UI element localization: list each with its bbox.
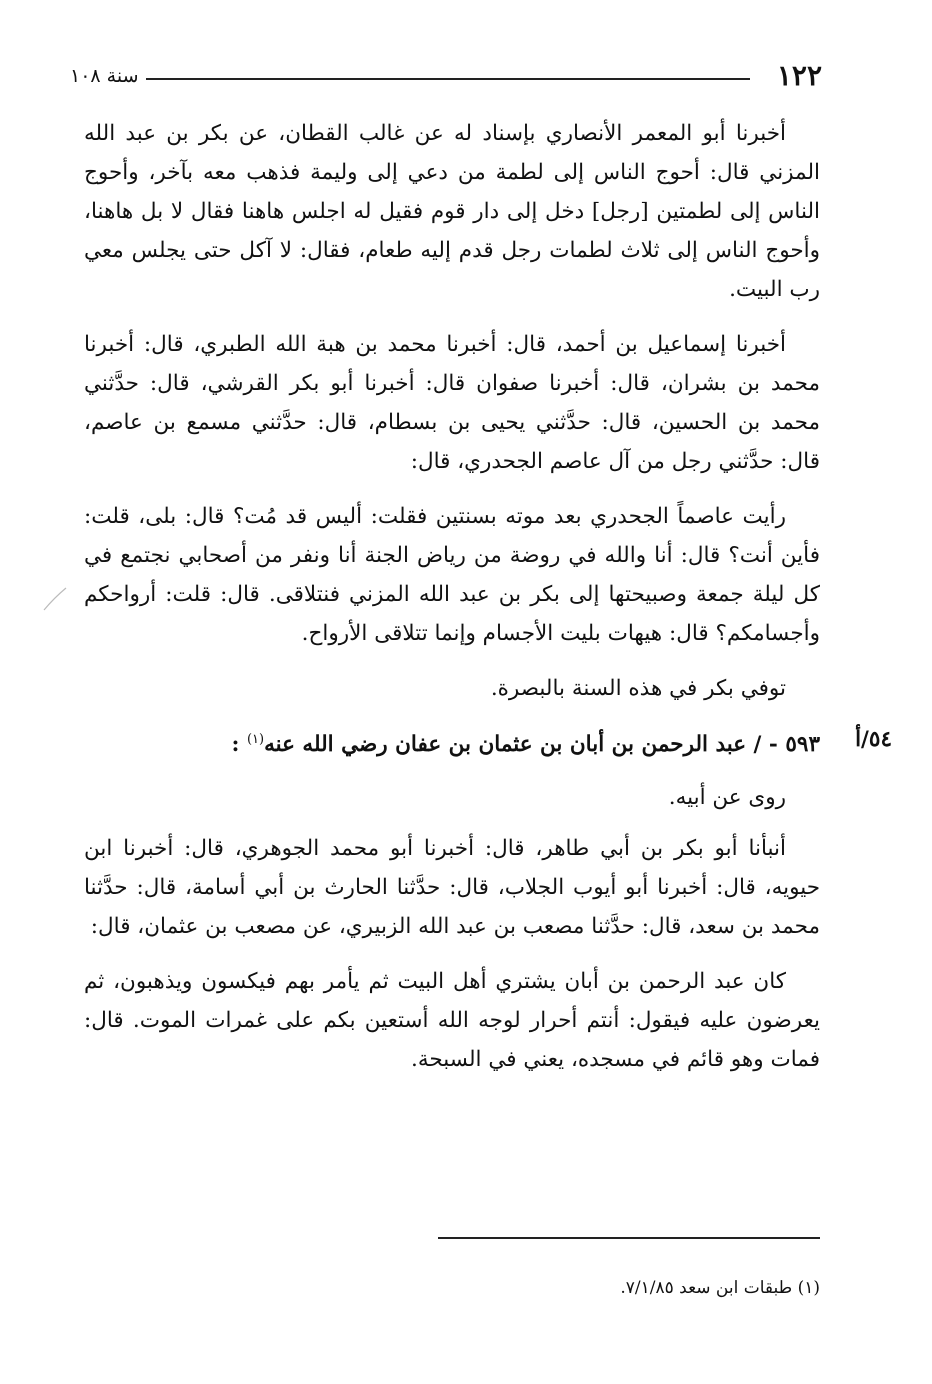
entry-title: / عبد الرحمن بن أبان بن عثمان بن عفان رضي الله عنه xyxy=(264,732,762,758)
paragraph: كان عبد الرحمن بن أبان يشتري أهل البيت ثم يأمر بهم فيكسون ويذهبون، ثم يعرضون عليه فيقول: أنتم أحرار لوجه الله أستعين بكم على غمرات الموت. قال: فمات وهو قائم في مسجده، يعني في السبحة. xyxy=(84,969,820,1073)
paragraph: توفي بكر في هذه السنة بالبصرة. xyxy=(490,676,786,701)
footnote: (١) طبقات ابن سعد ٧/١/٨٥. xyxy=(620,1278,820,1298)
folio-marker: ٥٤/أ xyxy=(855,727,892,752)
entry-suffix: : xyxy=(231,732,240,758)
paragraph: روى عن أبيه. xyxy=(668,785,786,811)
entry-number: ٥٩٣ - xyxy=(768,732,820,758)
paragraph: رأيت عاصماً الجحدري بعد موته بسنتين فقلت: أليس قد مُت؟ قال: بلى، قلت: فأين أنت؟ قال: أنا والله في روضة من رياض الجنة أنا ونفر من أصحابي نجتمع في كل ليلة جمعة وصبيحتها إلى بكر بن عبد الله المزني فنتلاقى. قال: قلت: أرواحكم وأجسامكم؟ قال: هيهات بليت الأجسام وإنما تتلاقى الأرواح. xyxy=(84,504,820,646)
scan-margin-mark xyxy=(40,584,70,614)
entry-heading xyxy=(84,720,892,764)
running-header xyxy=(70,56,822,100)
year-label: سنة ١٠٨ xyxy=(70,65,139,87)
page-number: ١٢٢ xyxy=(776,59,822,92)
paragraph: أخبرنا أبو المعمر الأنصاري بإسناد له عن غالب القطان، عن بكر بن عبد الله المزني قال: أحوج الناس إلى لطمة من دعي إلى وليمة فذهب معه بآخر، وأحوج الناس إلى لطمتين [رجل] دخل إلى دار قوم فقيل له اجلس هاهنا فقال لا بل هاهنا، وأحوج الناس إلى ثلاث لطمات رجل قدم إليه طعام، فقال: لا آكل حتى يجلس معي رب البيت. xyxy=(84,121,820,302)
paragraph: أنبأنا أبو بكر بن أبي طاهر، قال: أخبرنا أبو محمد الجوهري، قال: أخبرنا ابن حيويه، قال: أخبرنا أبو أيوب الجلاب، قال: حدَّثنا الحارث بن أبي أسامة، قال: حدَّثنا محمد بن سعد، قال: حدَّثنا مصعب بن عبد الله الزبيري، عن مصعب بن عثمان، قال: xyxy=(84,836,820,940)
footnote-rule xyxy=(438,1237,820,1239)
paragraph: أخبرنا إسماعيل بن أحمد، قال: أخبرنا محمد بن هبة الله الطبري، قال: أخبرنا محمد بن بشران، قال: أخبرنا صفوان قال: أخبرنا أبو بكر القرشي، قال: حدَّثني محمد بن الحسين، قال: حدَّثني يحيى بن بسطام، قال: حدَّثني مسمع بن عاصم، قال: حدَّثني رجل من آل عاصم الجحدري، قال: xyxy=(84,332,820,474)
footnote-reference: (١) xyxy=(246,732,265,747)
body-text xyxy=(84,110,892,1095)
header-rule xyxy=(146,78,750,80)
